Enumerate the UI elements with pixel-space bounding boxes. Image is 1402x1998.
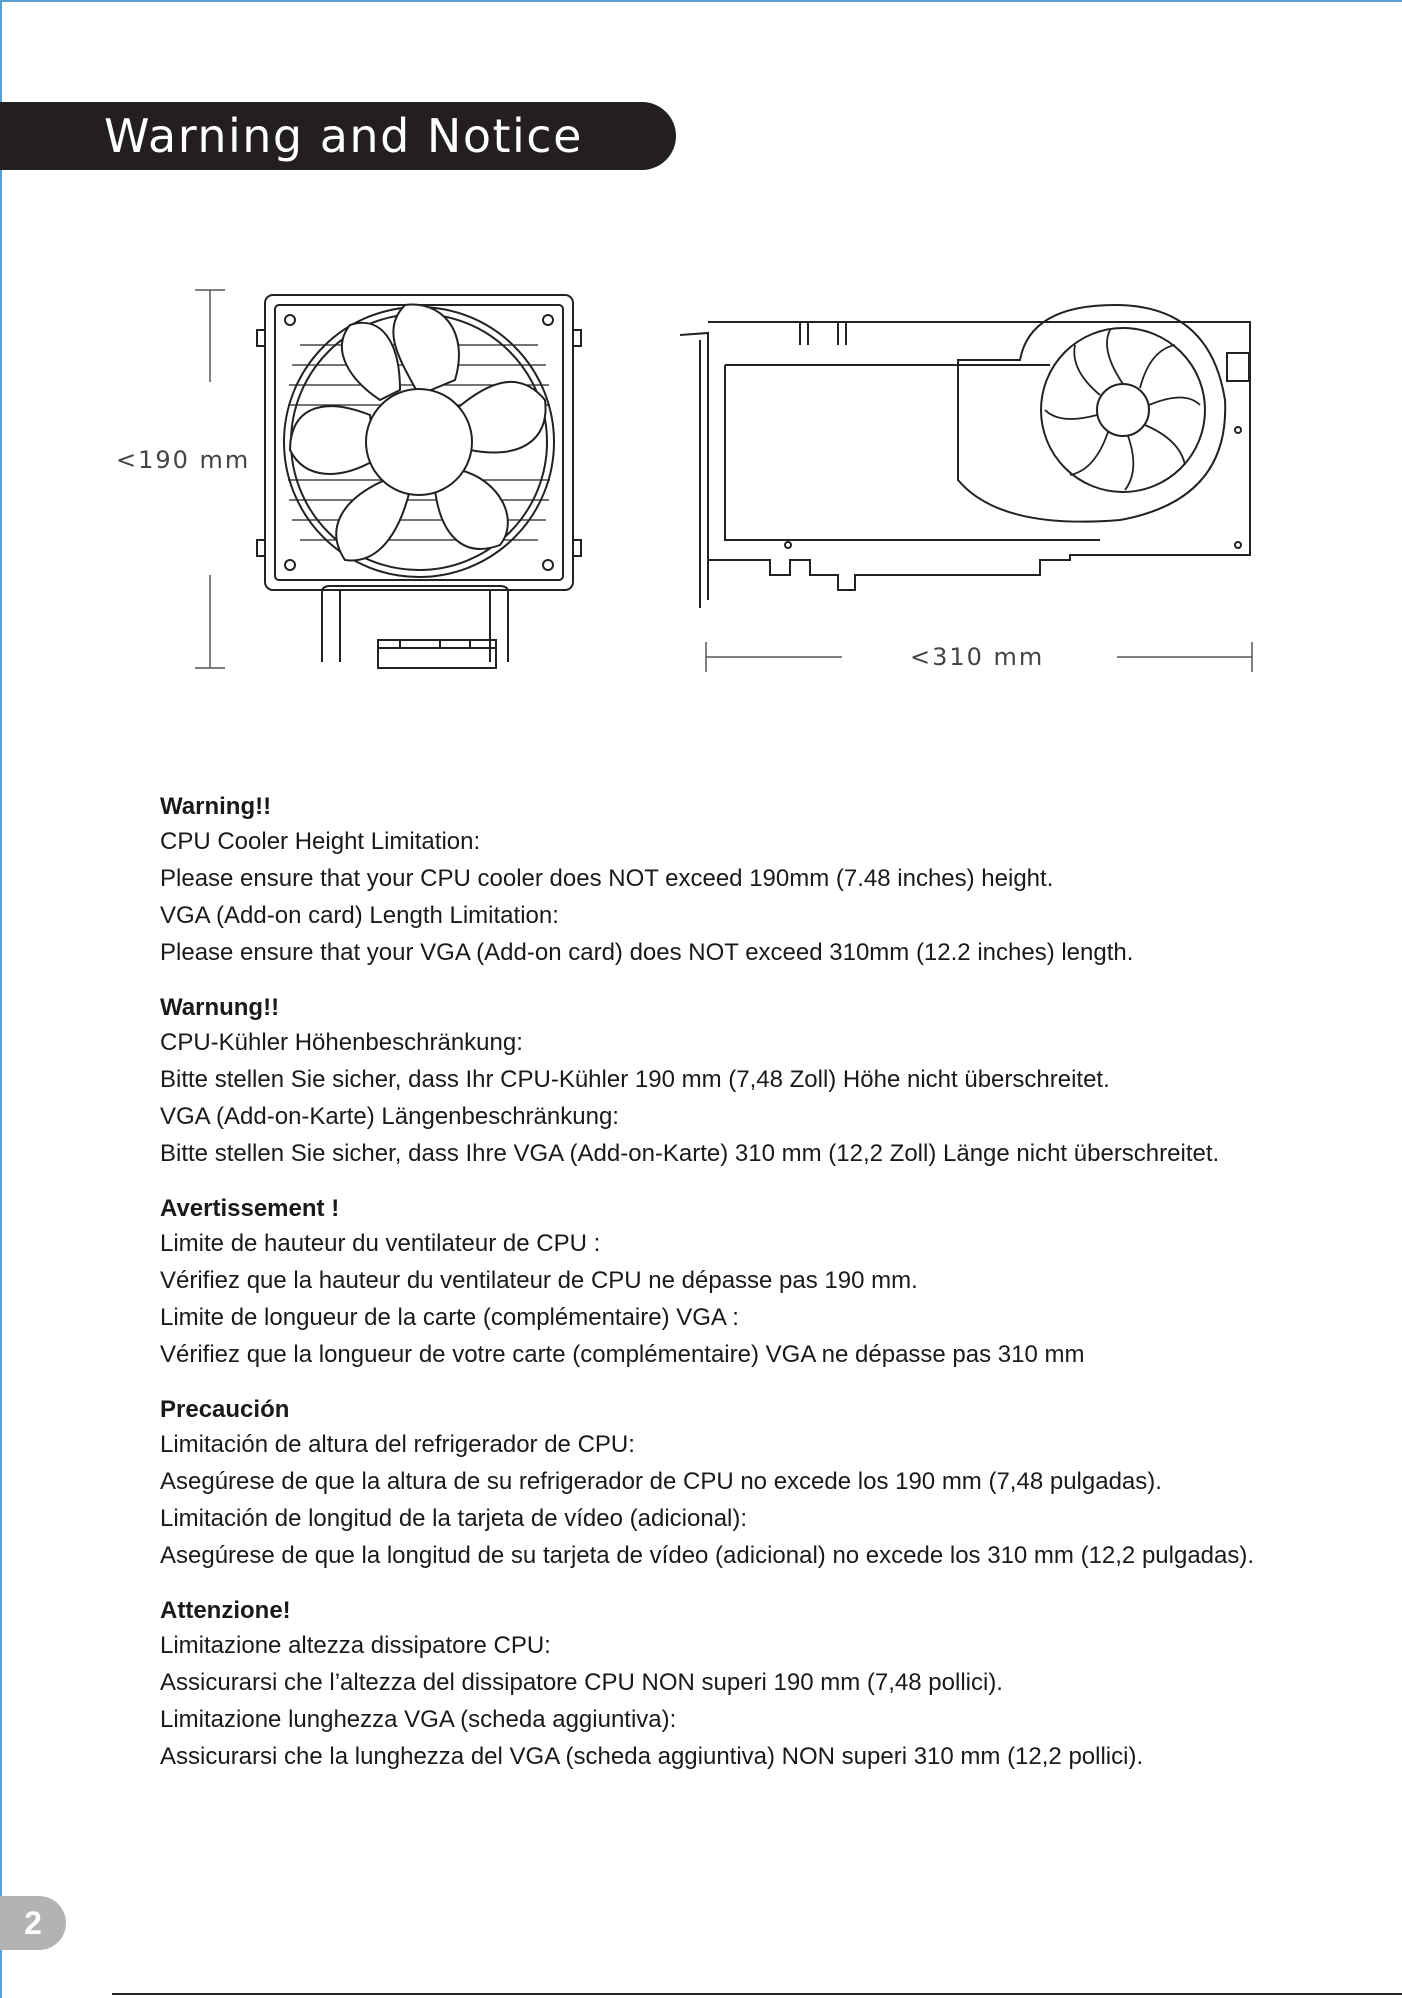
section-line: VGA (Add-on card) Length Limitation: <box>160 902 559 929</box>
section-french <box>160 1192 1310 1373</box>
page-number: 2 <box>0 1896 66 1950</box>
section-spanish <box>160 1393 1310 1574</box>
section-line: Asegúrese de que la altura de su refrigerador de CPU no excede los 190 mm (7,48 pulgadas). <box>160 1468 1162 1495</box>
section-line: Limitazione lunghezza VGA (scheda aggiuntiva): <box>160 1706 677 1733</box>
section-line: Assicurarsi che l’altezza del dissipatore CPU NON superi 190 mm (7,48 pollici). <box>160 1669 1003 1696</box>
section-heading: Warning!! <box>160 793 272 820</box>
section-line: Assicurarsi che la lunghezza del VGA (scheda aggiuntiva) NON superi 310 mm (12,2 pollici). <box>160 1743 1144 1770</box>
section-line: CPU Cooler Height Limitation: <box>160 828 481 855</box>
section-line: Bitte stellen Sie sicher, dass Ihr CPU-Kühler 190 mm (7,48 Zoll) Höhe nicht überschreitet. <box>160 1066 1110 1093</box>
section-line: Please ensure that your CPU cooler does NOT exceed 190mm (7.48 inches) height. <box>160 865 1054 892</box>
section-heading: Attenzione! <box>160 1597 291 1624</box>
cpu-cooler-drawing <box>257 295 581 668</box>
section-english <box>160 790 1310 971</box>
section-heading: Precaución <box>160 1396 290 1423</box>
section-heading: Warnung!! <box>160 994 280 1021</box>
section-line: Limitazione altezza dissipatore CPU: <box>160 1632 551 1659</box>
section-line: Vérifiez que la longueur de votre carte (complémentaire) VGA ne dépasse pas 310 mm <box>160 1341 1085 1368</box>
section-line: Please ensure that your VGA (Add-on card) does NOT exceed 310mm (12.2 inches) length. <box>160 939 1134 966</box>
bottom-rule <box>112 1993 1402 1995</box>
section-line: Limite de longueur de la carte (complémentaire) VGA : <box>160 1304 739 1331</box>
section-line: Limitación de altura del refrigerador de CPU: <box>160 1431 635 1458</box>
vga-length-label: <310 mm <box>910 643 1045 671</box>
section-line: Limite de hauteur du ventilateur de CPU : <box>160 1230 601 1257</box>
section-heading: Avertissement ! <box>160 1195 340 1222</box>
cpu-height-label: <190 mm <box>116 446 251 474</box>
section-line: Limitación de longitud de la tarjeta de vídeo (adicional): <box>160 1505 748 1532</box>
section-italian <box>160 1594 1310 1775</box>
cpu-height-dimension-line <box>195 290 225 668</box>
warning-content <box>160 790 1310 1795</box>
section-line: Asegúrese de que la longitud de su tarjeta de vídeo (adicional) no excede los 310 mm (12,2 pulgadas). <box>160 1542 1255 1569</box>
section-line: Bitte stellen Sie sicher, dass Ihre VGA (Add-on-Karte) 310 mm (12,2 Zoll) Länge nicht überschreitet. <box>160 1140 1220 1167</box>
section-german <box>160 991 1310 1172</box>
page-title: Warning and Notice <box>104 109 583 163</box>
section-line: Vérifiez que la hauteur du ventilateur de CPU ne dépasse pas 190 mm. <box>160 1267 918 1294</box>
vga-card-drawing <box>680 305 1250 608</box>
section-line: CPU-Kühler Höhenbeschränkung: <box>160 1029 523 1056</box>
section-line: VGA (Add-on-Karte) Längenbeschränkung: <box>160 1103 619 1130</box>
